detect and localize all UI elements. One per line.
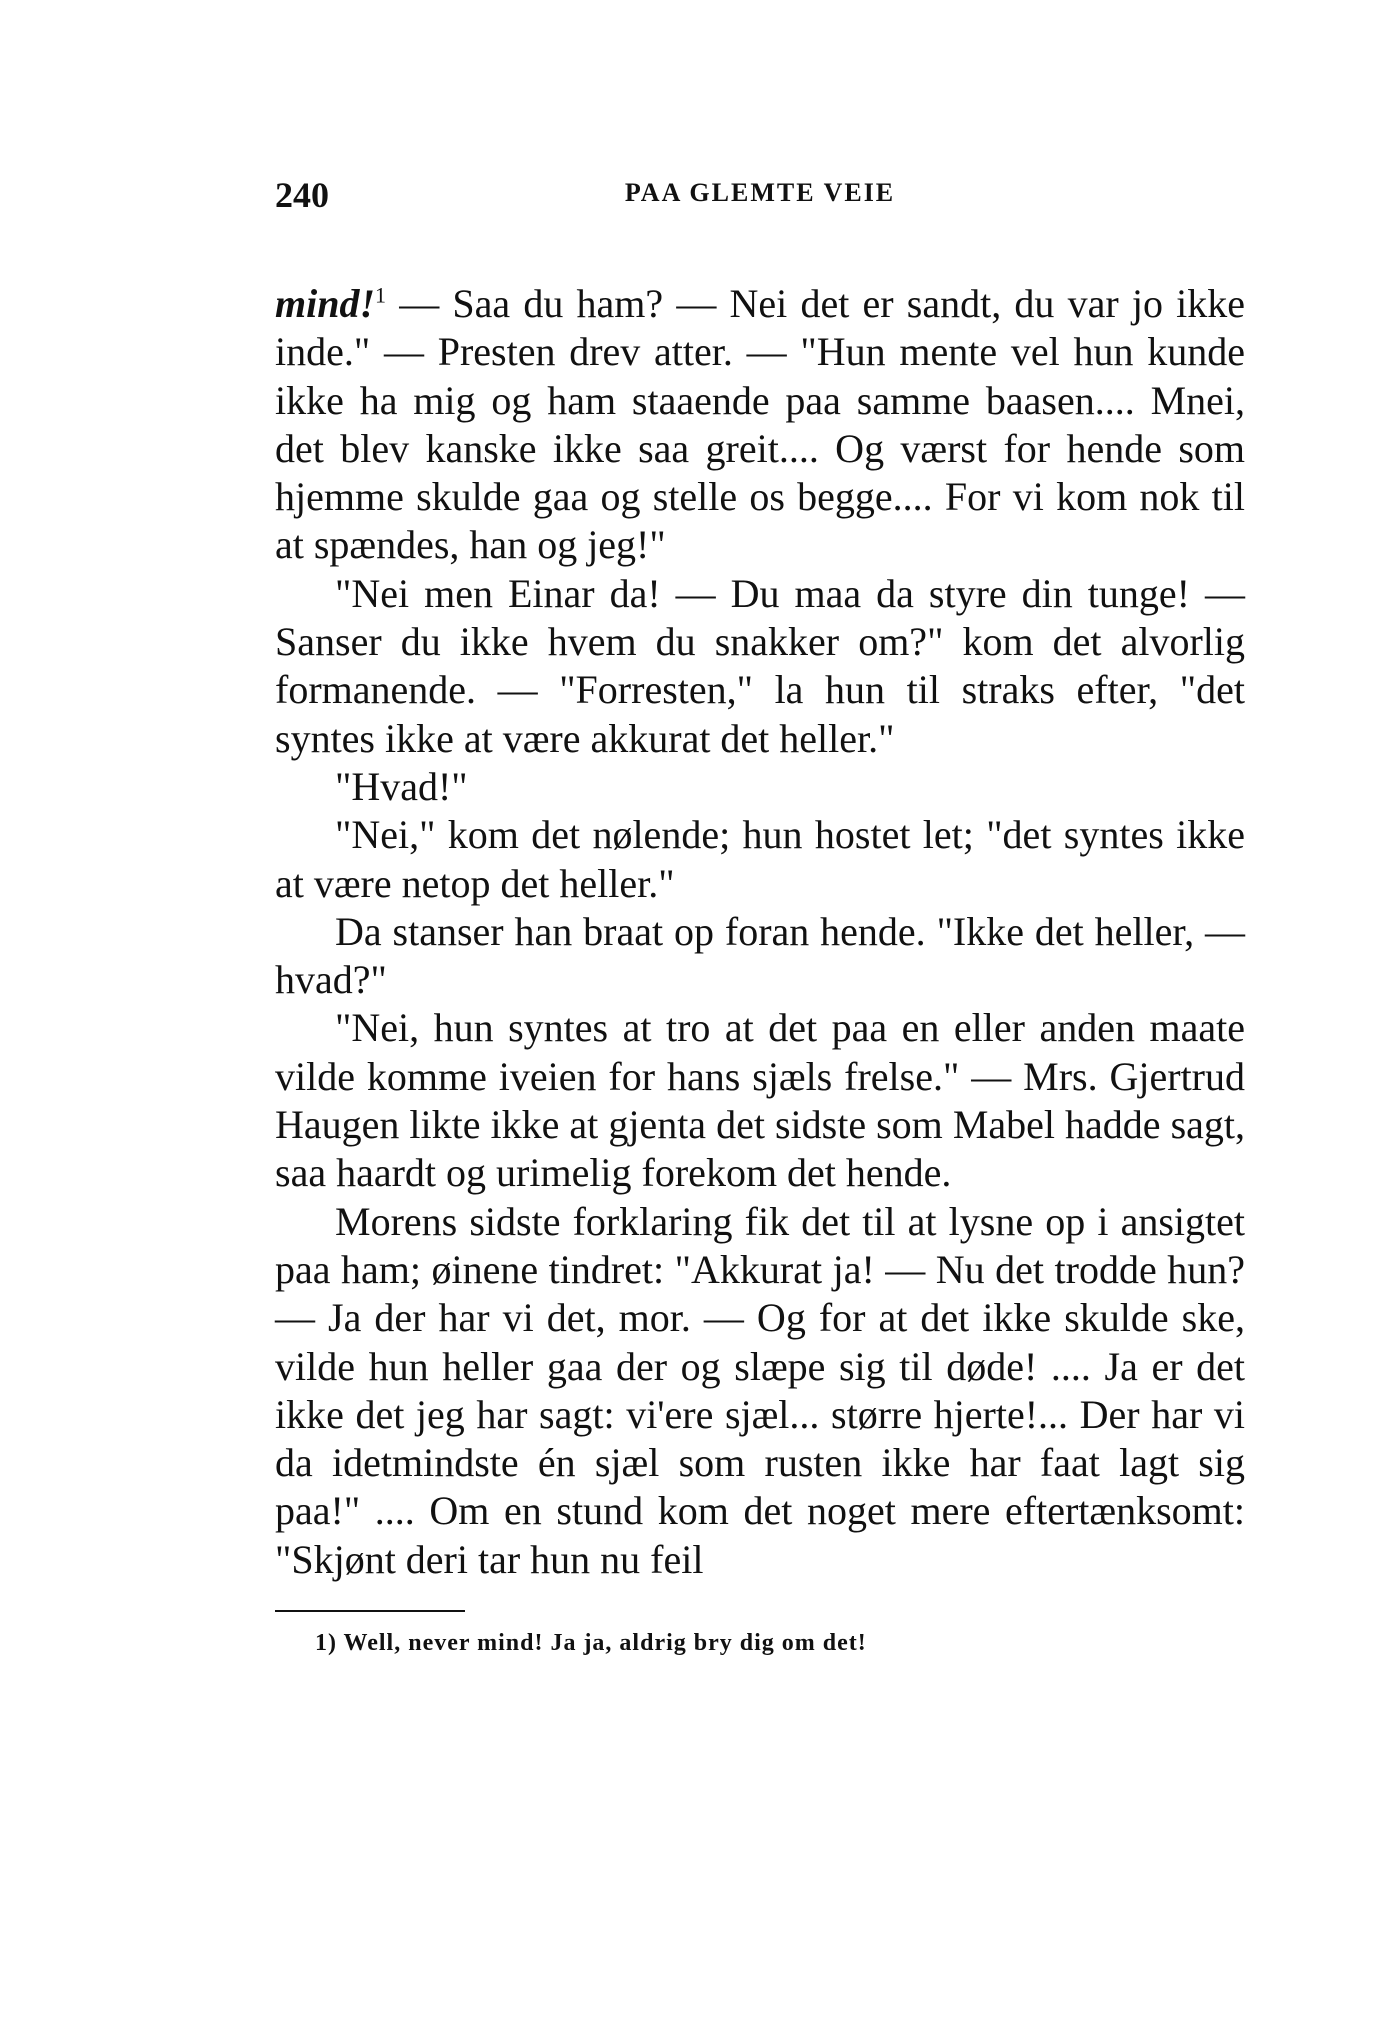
paragraph xyxy=(275,280,1245,570)
footnote-rule xyxy=(275,1610,465,1612)
paragraph: "Hvad!" xyxy=(335,763,468,809)
footnote-ref: 1 xyxy=(375,282,387,308)
page-number: 240 xyxy=(275,175,329,215)
paragraph-text: — Saa du ham? — Nei det er sandt, du var jo ikke inde." — Presten drev atter. — "Hun mente vel hun kunde ikke ha mig og ham staaende paa samme baasen.... Mnei, det blev kanske ikke saa greit.... Og værst for hende som hjemme skulde gaa og stelle os begge.... For vi kom nok til at spændes, han og jeg!" xyxy=(275,281,1245,568)
paragraph: "Nei men Einar da! — Du maa da styre din tunge! — Sanser du ikke hvem du snakker om?" kom det alvorlig formanende. — "Forresten," la hun til straks efter, "det syntes ikke at være akkurat det heller." xyxy=(275,570,1245,761)
paragraph: "Nei," kom det nølende; hun hostet let; "det syntes ikke at være netop det heller." xyxy=(275,812,1245,906)
page-header xyxy=(275,160,1245,220)
body-text xyxy=(275,280,1245,1584)
paragraph: Da stanser han braat op foran hende. "Ikke det heller, — hvad?" xyxy=(275,908,1245,1003)
footnote: 1) Well, never mind! Ja ja, aldrig bry dig om det! xyxy=(315,1630,867,1657)
lead-word: mind! xyxy=(275,281,376,326)
running-head: PAA GLEMTE VEIE xyxy=(624,178,896,207)
book-page xyxy=(275,160,1245,2000)
paragraph: "Nei, hun syntes at tro at det paa en eller anden maate vilde komme iveien for hans sjæls frelse." — Mrs. Gjertrud Haugen likte ikke at gjenta det sidste som Mabel hadde sagt, saa haardt og urimelig forekom det hende. xyxy=(275,1005,1245,1196)
paragraph: Morens sidste forklaring fik det til at lysne op i ansigtet paa ham; øinene tindret: "Akkurat ja! — Nu det trodde hun? — Ja der har vi det, mor. — Og for at det ikke skulde ske, vilde hun heller gaa der og slæpe sig til døde! .... Ja er det ikke det jeg har sagt: vi'ere sjæl... større hjerte!... Der har vi da idetmindste én sjæl som rusten ikke har faat lagt sig paa!" .... Om en stund kom det noget mere eftertænksomt: "Skjønt deri tar hun nu feil xyxy=(275,1198,1245,1582)
